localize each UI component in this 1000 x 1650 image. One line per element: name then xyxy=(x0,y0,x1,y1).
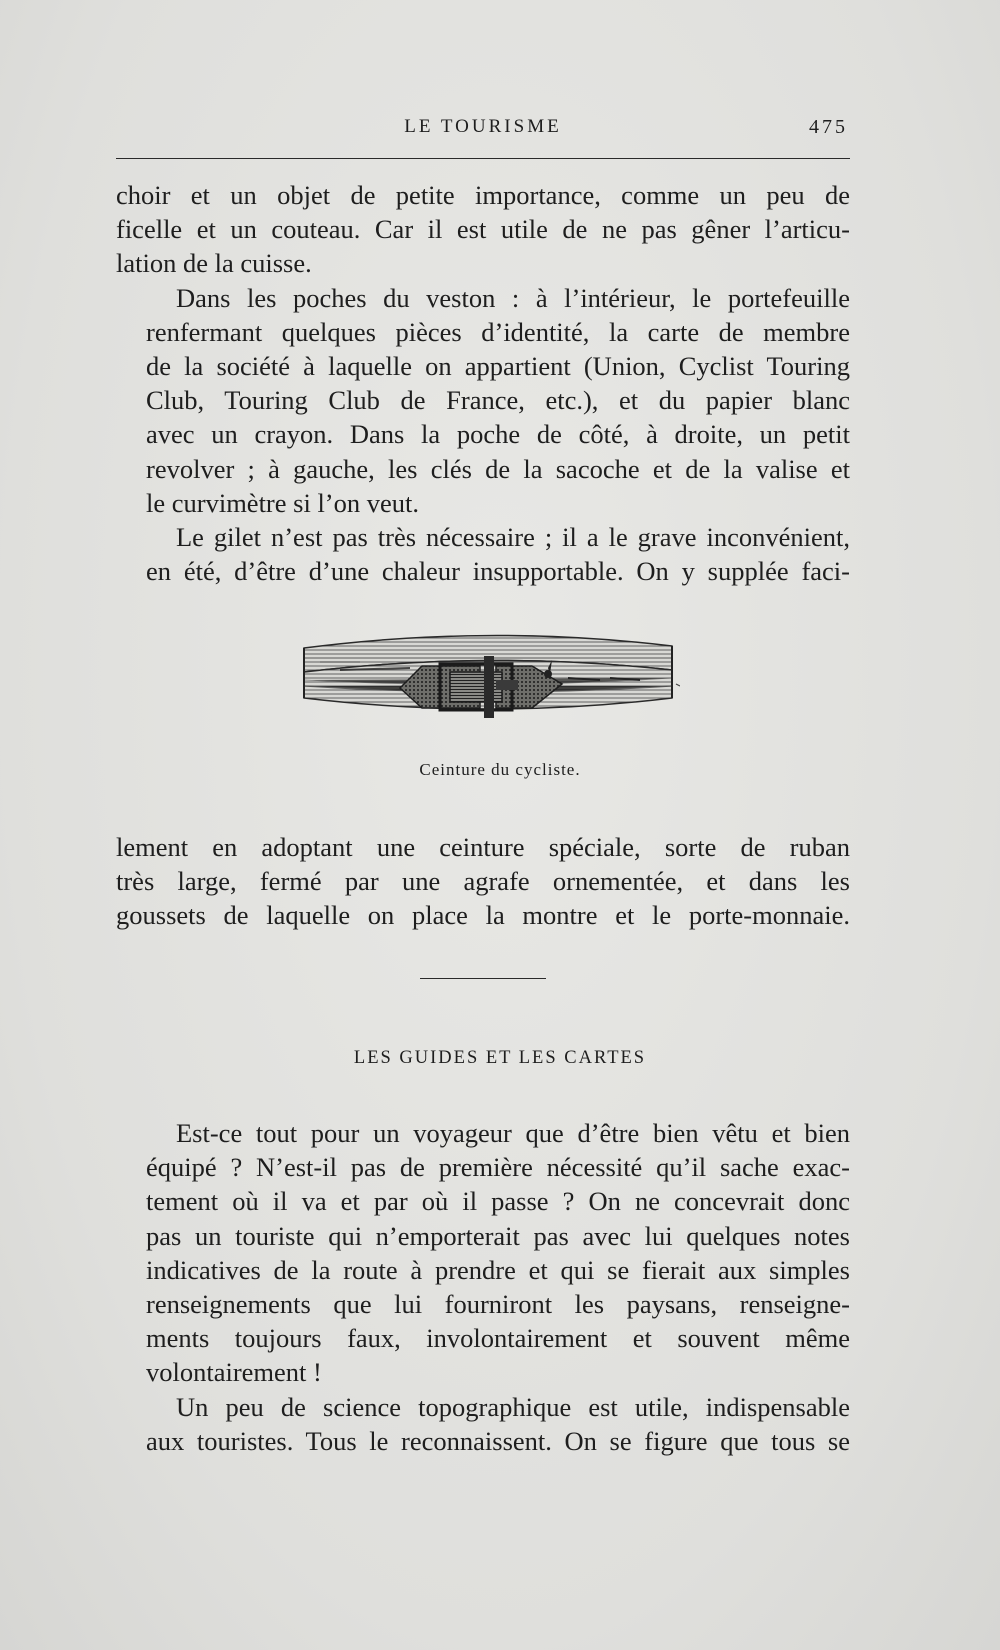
text-line: tement où il va et par où il passe ? On ne concevrait donc xyxy=(146,1186,850,1217)
text-line: volontairement ! xyxy=(146,1357,322,1388)
text-block-after-figure xyxy=(116,830,850,933)
text-line: avec un crayon. Dans la poche de côté, à droite, un petit xyxy=(146,419,850,450)
running-head xyxy=(116,116,850,146)
text-line: indicatives de la route à prendre et qui se fierait aux simples xyxy=(146,1254,850,1285)
paragraph xyxy=(116,830,850,933)
text-block-before-figure xyxy=(116,178,850,588)
text-line: renfermant quelques pièces d’identité, la carte de membre xyxy=(146,316,850,347)
text-line: lation de la cuisse. xyxy=(116,248,312,279)
page-number: 475 xyxy=(809,116,848,138)
paragraph xyxy=(116,178,850,281)
belt-illustration xyxy=(300,628,680,738)
text-line: pas un touriste qui n’emporterait pas avec lui quelques notes xyxy=(146,1220,850,1251)
text-line: Un peu de science topographique est utile, indispensable xyxy=(176,1391,850,1422)
text-line: aux touristes. Tous le reconnaissent. On se figure que tous se xyxy=(146,1425,850,1456)
text-line: revolver ; à gauche, les clés de la sacoche et de la valise et xyxy=(146,453,850,484)
running-title: LE TOURISME xyxy=(404,116,562,137)
text-line: Club, Touring Club de France, etc.), et du papier blanc xyxy=(146,385,850,416)
text-line: Dans les poches du veston : à l’intérieur, le portefeuille xyxy=(176,282,850,313)
text-line: goussets de laquelle on place la montre et le porte-monnaie. xyxy=(116,900,850,931)
text-line: équipé ? N’est-il pas de première nécessité qu’il sache exac- xyxy=(146,1152,850,1183)
text-line: lement en adoptant une ceinture spéciale, sorte de ruban xyxy=(116,832,850,862)
paragraph xyxy=(116,281,850,520)
text-line: de la société à laquelle on appartient (Union, Cyclist Touring xyxy=(146,351,850,382)
text-line: ments toujours faux, involontairement et souvent même xyxy=(146,1323,850,1354)
paragraph xyxy=(116,1390,850,1458)
paragraph xyxy=(116,520,850,588)
text-line: très large, fermé par une agrafe ornementée, et dans les xyxy=(116,866,850,897)
text-line: choir et un objet de petite importance, comme un peu de xyxy=(116,180,850,210)
section-heading: LES GUIDES ET LES CARTES xyxy=(353,1048,647,1068)
text-line: Le gilet n’est pas très nécessaire ; il a le grave inconvénient, xyxy=(176,522,850,553)
header-rule xyxy=(116,158,850,159)
section-divider xyxy=(420,978,546,979)
text-line: ficelle et un couteau. Car il est utile de ne pas gêner l’articu- xyxy=(116,214,850,245)
text-line: en été, d’être d’une chaleur insupportable. On y supplée faci- xyxy=(146,556,850,587)
paragraph xyxy=(116,1116,850,1390)
text-line: le curvimètre si l’on veut. xyxy=(146,487,420,518)
text-block-section xyxy=(116,1116,850,1458)
text-line: renseignements que lui fourniront les paysans, renseigne- xyxy=(146,1289,850,1320)
figure-caption: Ceinture du cycliste. xyxy=(419,760,581,779)
text-line: Est-ce tout pour un voyageur que d’être bien vêtu et bien xyxy=(176,1118,850,1148)
